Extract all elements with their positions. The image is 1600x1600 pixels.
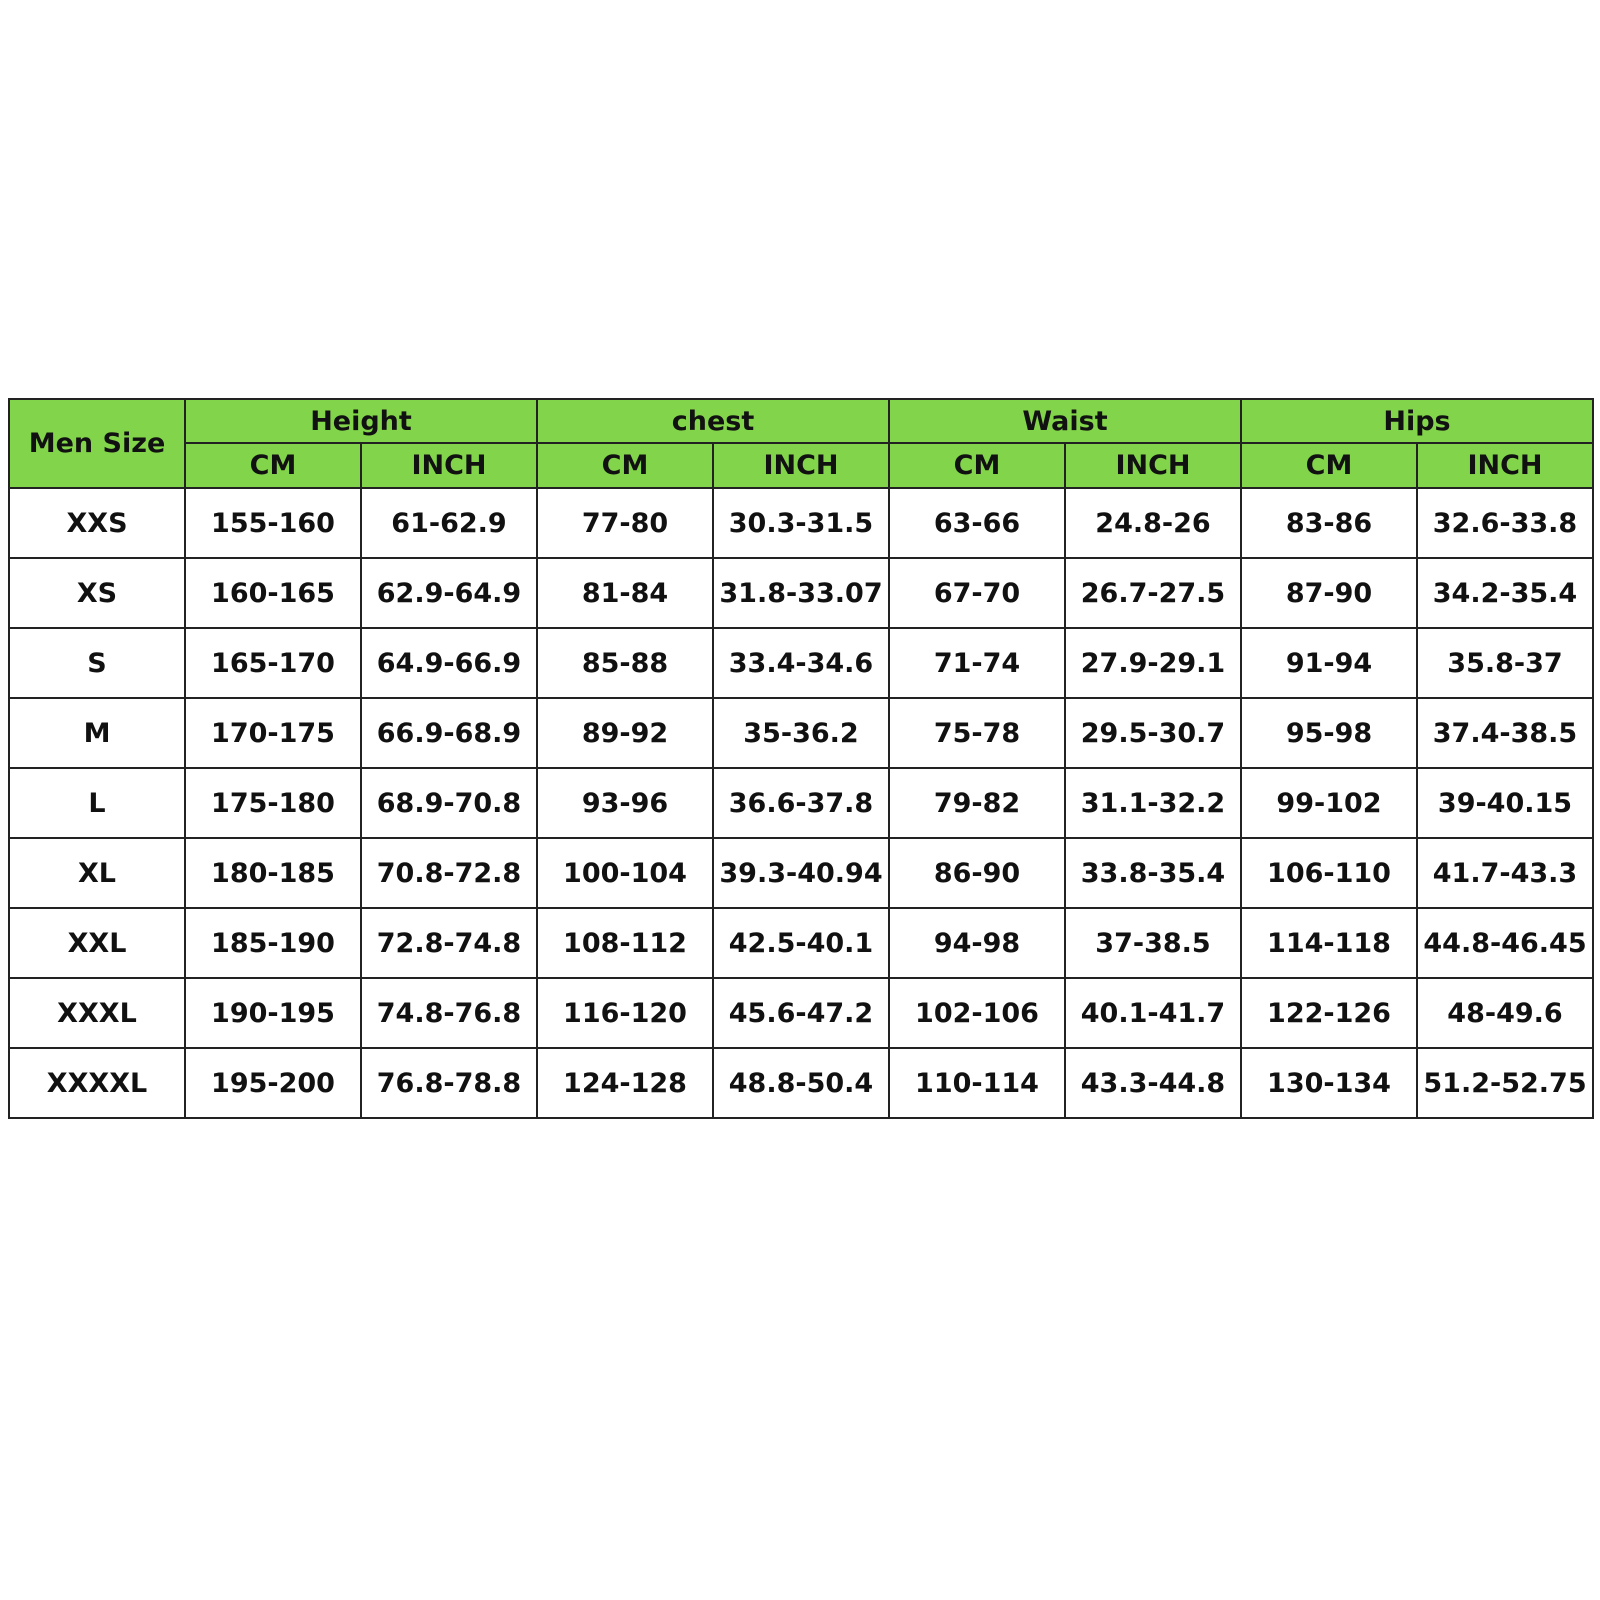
cell-height-cm: 160-165 [185,558,361,628]
cell-waist-cm: 79-82 [889,768,1065,838]
cell-height-inch: 76.8-78.8 [361,1048,537,1118]
cell-size: L [9,768,185,838]
cell-height-cm: 190-195 [185,978,361,1048]
cell-hips-inch: 41.7-43.3 [1417,838,1593,908]
size-column-header: Men Size [9,399,185,488]
cell-size: XXL [9,908,185,978]
cell-chest-cm: 124-128 [537,1048,713,1118]
cell-waist-inch: 33.8-35.4 [1065,838,1241,908]
cell-height-inch: 61-62.9 [361,488,537,558]
cell-height-cm: 180-185 [185,838,361,908]
cell-height-cm: 165-170 [185,628,361,698]
cell-height-cm: 170-175 [185,698,361,768]
cell-hips-inch: 39-40.15 [1417,768,1593,838]
cell-chest-inch: 31.8-33.07 [713,558,889,628]
size-chart-table [8,398,1594,1119]
table-row [9,978,1593,1048]
cell-size: XL [9,838,185,908]
cell-waist-cm: 67-70 [889,558,1065,628]
table-row [9,698,1593,768]
cell-height-inch: 66.9-68.9 [361,698,537,768]
cell-hips-cm: 91-94 [1241,628,1417,698]
cell-chest-inch: 48.8-50.4 [713,1048,889,1118]
group-header-chest: chest [537,399,889,443]
cell-size: XS [9,558,185,628]
cell-hips-inch: 32.6-33.8 [1417,488,1593,558]
unit-header-hips-inch: INCH [1417,443,1593,488]
cell-waist-cm: 110-114 [889,1048,1065,1118]
cell-chest-cm: 100-104 [537,838,713,908]
cell-waist-cm: 86-90 [889,838,1065,908]
group-header-hips: Hips [1241,399,1593,443]
cell-height-inch: 68.9-70.8 [361,768,537,838]
cell-size: XXS [9,488,185,558]
cell-height-inch: 64.9-66.9 [361,628,537,698]
cell-waist-cm: 102-106 [889,978,1065,1048]
cell-chest-inch: 33.4-34.6 [713,628,889,698]
cell-chest-cm: 108-112 [537,908,713,978]
cell-size: XXXXL [9,1048,185,1118]
cell-waist-inch: 43.3-44.8 [1065,1048,1241,1118]
cell-height-inch: 74.8-76.8 [361,978,537,1048]
cell-waist-inch: 40.1-41.7 [1065,978,1241,1048]
cell-chest-inch: 30.3-31.5 [713,488,889,558]
cell-size: XXXL [9,978,185,1048]
cell-chest-cm: 81-84 [537,558,713,628]
table-row [9,838,1593,908]
table-row [9,908,1593,978]
cell-hips-inch: 51.2-52.75 [1417,1048,1593,1118]
table-row [9,628,1593,698]
cell-waist-inch: 26.7-27.5 [1065,558,1241,628]
cell-hips-cm: 130-134 [1241,1048,1417,1118]
cell-hips-cm: 87-90 [1241,558,1417,628]
cell-hips-cm: 99-102 [1241,768,1417,838]
cell-hips-inch: 34.2-35.4 [1417,558,1593,628]
cell-height-cm: 185-190 [185,908,361,978]
unit-header-chest-inch: INCH [713,443,889,488]
header-row-groups [9,399,1593,443]
unit-header-height-cm: CM [185,443,361,488]
cell-hips-cm: 83-86 [1241,488,1417,558]
cell-height-inch: 72.8-74.8 [361,908,537,978]
unit-header-height-inch: INCH [361,443,537,488]
cell-chest-inch: 36.6-37.8 [713,768,889,838]
cell-chest-inch: 45.6-47.2 [713,978,889,1048]
cell-hips-cm: 114-118 [1241,908,1417,978]
cell-chest-inch: 35-36.2 [713,698,889,768]
cell-height-inch: 70.8-72.8 [361,838,537,908]
cell-hips-inch: 35.8-37 [1417,628,1593,698]
table-row [9,488,1593,558]
unit-header-waist-cm: CM [889,443,1065,488]
cell-waist-inch: 29.5-30.7 [1065,698,1241,768]
group-header-height: Height [185,399,537,443]
cell-hips-inch: 37.4-38.5 [1417,698,1593,768]
cell-chest-cm: 85-88 [537,628,713,698]
table-row [9,1048,1593,1118]
cell-chest-inch: 39.3-40.94 [713,838,889,908]
cell-waist-cm: 94-98 [889,908,1065,978]
table-row [9,558,1593,628]
unit-header-waist-inch: INCH [1065,443,1241,488]
cell-waist-inch: 27.9-29.1 [1065,628,1241,698]
cell-hips-inch: 48-49.6 [1417,978,1593,1048]
cell-height-cm: 195-200 [185,1048,361,1118]
cell-chest-cm: 89-92 [537,698,713,768]
header-row-units [9,443,1593,488]
cell-waist-cm: 63-66 [889,488,1065,558]
cell-hips-cm: 106-110 [1241,838,1417,908]
group-header-waist: Waist [889,399,1241,443]
cell-waist-inch: 24.8-26 [1065,488,1241,558]
cell-height-inch: 62.9-64.9 [361,558,537,628]
cell-waist-cm: 75-78 [889,698,1065,768]
cell-chest-cm: 93-96 [537,768,713,838]
cell-waist-inch: 37-38.5 [1065,908,1241,978]
table-row [9,768,1593,838]
cell-chest-inch: 42.5-40.1 [713,908,889,978]
cell-hips-cm: 95-98 [1241,698,1417,768]
cell-hips-cm: 122-126 [1241,978,1417,1048]
cell-size: M [9,698,185,768]
cell-height-cm: 175-180 [185,768,361,838]
cell-size: S [9,628,185,698]
cell-chest-cm: 116-120 [537,978,713,1048]
cell-height-cm: 155-160 [185,488,361,558]
unit-header-chest-cm: CM [537,443,713,488]
cell-hips-inch: 44.8-46.45 [1417,908,1593,978]
cell-waist-cm: 71-74 [889,628,1065,698]
unit-header-hips-cm: CM [1241,443,1417,488]
table-body [9,488,1593,1118]
cell-waist-inch: 31.1-32.2 [1065,768,1241,838]
cell-chest-cm: 77-80 [537,488,713,558]
